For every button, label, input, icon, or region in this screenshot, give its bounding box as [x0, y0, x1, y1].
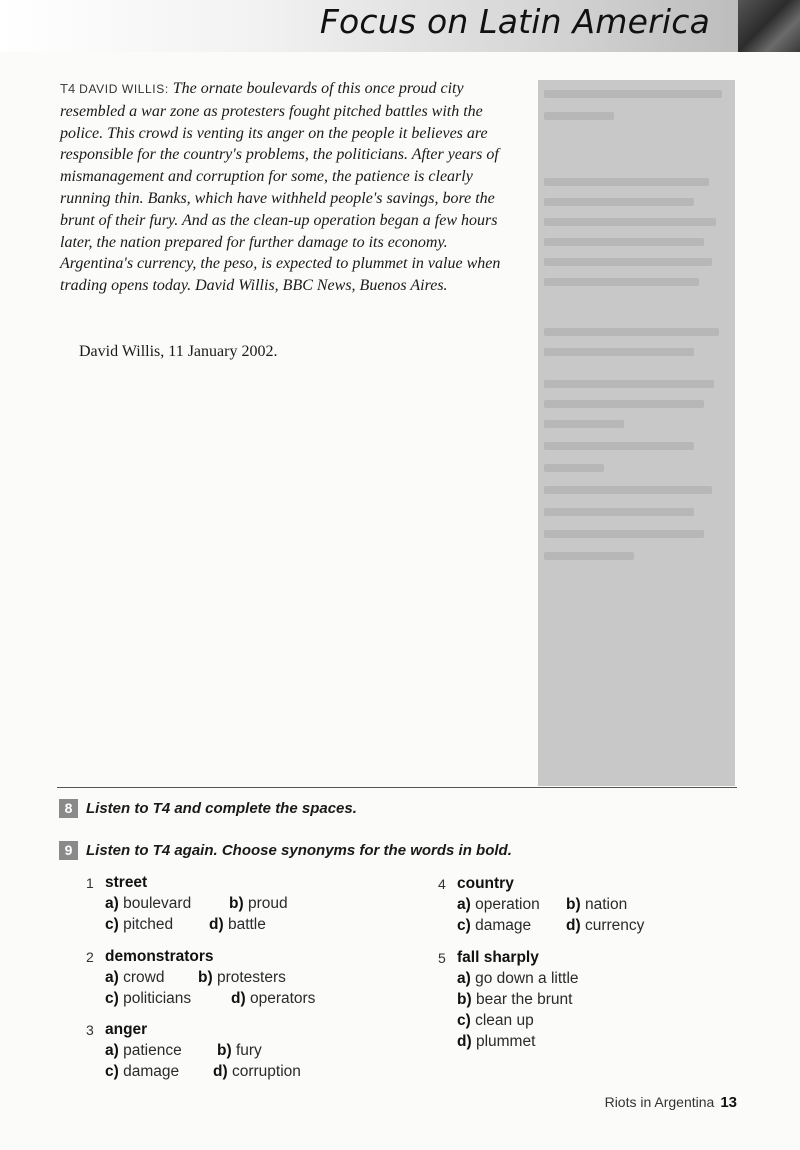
question-word: fall sharply: [457, 949, 539, 966]
exercise-8: [59, 799, 357, 818]
ghost-line: [544, 380, 714, 388]
ghost-line: [544, 508, 694, 516]
option-b[interactable]: b) proud: [229, 895, 288, 912]
question-word: street: [105, 874, 148, 891]
question-5: [438, 949, 758, 1059]
option-c[interactable]: c) damage: [105, 1063, 180, 1080]
transcript: [60, 78, 520, 297]
question-number: 2: [86, 949, 94, 965]
option-a[interactable]: a) operation: [457, 896, 540, 913]
ghost-line: [544, 464, 604, 472]
ghost-line: [544, 238, 704, 246]
page-title: Focus on Latin America: [319, 2, 710, 41]
ghost-line: [544, 328, 719, 336]
divider: [57, 787, 737, 788]
option-b[interactable]: b) fury: [217, 1042, 262, 1059]
question-word: country: [457, 875, 514, 892]
page-number: 13: [720, 1094, 737, 1111]
track-code: T4: [60, 81, 76, 96]
ghost-line: [544, 218, 716, 226]
page-footer: [605, 1094, 737, 1111]
question-4: [438, 875, 758, 945]
exercise-instruction: Listen to T4 again. Choose synonyms for the words in bold.: [86, 842, 512, 859]
option-c[interactable]: c) clean up: [457, 1012, 534, 1029]
ghost-line: [544, 420, 624, 428]
ghost-line: [544, 400, 704, 408]
option-c[interactable]: c) damage: [457, 917, 532, 934]
ghost-line: [544, 178, 709, 186]
option-d[interactable]: d) plummet: [457, 1033, 536, 1050]
question-2: [86, 948, 406, 1018]
option-a[interactable]: a) crowd: [105, 969, 165, 986]
option-d[interactable]: d) operators: [231, 990, 316, 1007]
exercise-9: [59, 841, 512, 860]
question-3: [86, 1021, 406, 1091]
ghost-line: [544, 486, 712, 494]
exercise-instruction: Listen to T4 and complete the spaces.: [86, 800, 357, 817]
question-word: demonstrators: [105, 948, 214, 965]
option-c[interactable]: c) pitched: [105, 916, 174, 933]
option-d[interactable]: d) battle: [209, 916, 266, 933]
ghost-line: [544, 198, 694, 206]
question-number: 5: [438, 950, 446, 966]
option-a[interactable]: a) boulevard: [105, 895, 192, 912]
ghost-line: [544, 442, 694, 450]
option-a[interactable]: a) go down a little: [457, 970, 579, 987]
option-a[interactable]: a) patience: [105, 1042, 182, 1059]
question-1: [86, 874, 406, 944]
ghost-line: [544, 278, 699, 286]
question-number: 4: [438, 876, 446, 892]
option-b[interactable]: b) nation: [566, 896, 628, 913]
option-d[interactable]: d) corruption: [213, 1063, 301, 1080]
option-d[interactable]: d) currency: [566, 917, 645, 934]
question-word: anger: [105, 1021, 148, 1038]
option-b[interactable]: b) bear the brunt: [457, 991, 573, 1008]
option-b[interactable]: b) protesters: [198, 969, 286, 986]
ghost-line: [544, 530, 704, 538]
ghost-line: [544, 552, 634, 560]
ghost-line: [544, 112, 614, 120]
ghost-line: [544, 348, 694, 356]
side-panel: [538, 80, 735, 786]
header-photo: [738, 0, 800, 52]
ghost-line: [544, 258, 712, 266]
dateline: David Willis, 11 January 2002.: [79, 343, 278, 360]
exercise-number-badge: 8: [59, 799, 78, 818]
speaker-name: DAVID WILLIS:: [79, 82, 169, 96]
exercise-number-badge: 9: [59, 841, 78, 860]
option-c[interactable]: c) politicians: [105, 990, 192, 1007]
section-title: Riots in Argentina: [604, 1094, 715, 1110]
ghost-line: [544, 90, 722, 98]
question-number: 1: [86, 875, 94, 891]
transcript-text: The ornate boulevards of this once proud city resembled a war zone as protesters fought pitched battles with the police. This crowd is venting its anger on the people it believes are responsible for the country's problems, the politicians. After years of mismanagement and corruption for some, the patience is clearly running thin. Banks, which have withheld people's savings, bore the brunt of their fury. And as the clean-up operation began a few hours later, the nation prepared for further damage to its economy. Argentina's currency, the peso, is expected to plummet in value when trading opens today. David Willis, BBC News, Buenos Aires.: [60, 80, 501, 295]
question-number: 3: [86, 1022, 94, 1038]
